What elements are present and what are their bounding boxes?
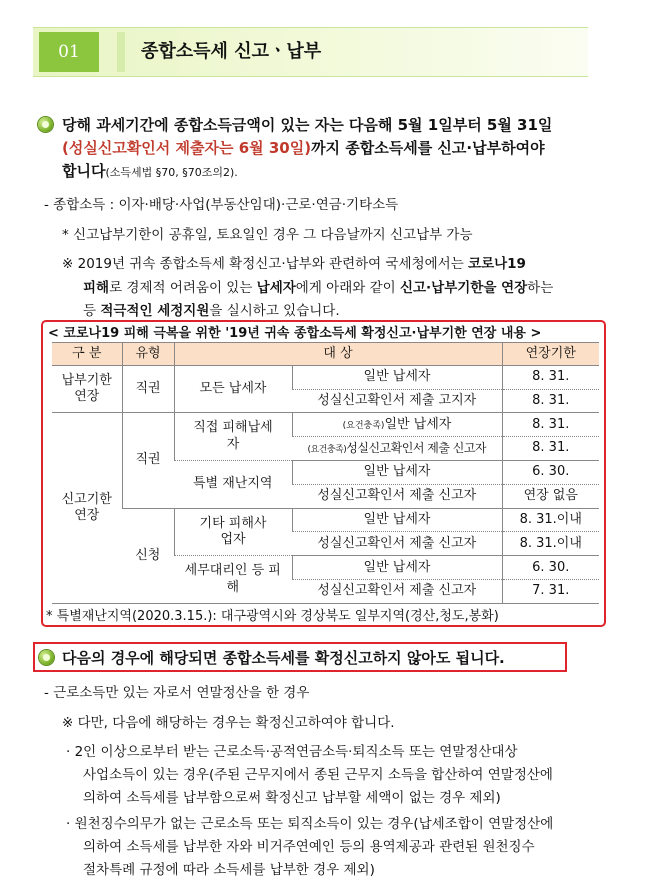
note-bold: 납세자 [256, 280, 296, 296]
note-text: ※ 2019년 귀속 종합소득세 확정신고·납부와 관련하여 국세청에서는 [62, 256, 469, 272]
bullet-icon [39, 650, 54, 665]
deadline-cell: 8. 31. [502, 437, 599, 461]
exception-1-line-2: 사업소득이 있는 경우(주된 근무지에서 종된 근무지 소득을 합산하여 연말정산에 [83, 767, 553, 783]
target-text: 일반 납세자 [384, 416, 452, 432]
section-title: 종합소득세 신고ㆍ납부 [141, 41, 322, 62]
note-text: 등 [83, 303, 101, 319]
deadline-cell: 연장 없음 [502, 484, 599, 508]
exception-1-line-3: 의하여 소득세를 납부함으로써 확정신고 납부할 세액이 없는 경우 제외) [83, 790, 501, 806]
subject-direct: 직접 피해납세자 [174, 413, 292, 461]
section-header [33, 27, 588, 77]
target-cell: 성실신고확인서 제출 신고자 [292, 580, 502, 604]
exemption-title: 다음의 경우에 해당되면 종합소득세를 확정신고하지 않아도 됩니다. [62, 649, 505, 667]
table-row [52, 365, 599, 389]
covid-note-line-3 [83, 299, 340, 319]
note-bold: 적극적인 세정지원 [100, 303, 210, 319]
deadline-cell: 8. 31. [502, 365, 599, 389]
deadline-cell: 8. 31.이내 [502, 508, 599, 532]
category-filing-extension: 신고기한 연장 [52, 413, 122, 604]
intro-line-3-text: 합니다 [62, 162, 106, 180]
subject-all: 모든 납세자 [174, 365, 292, 413]
table-row [52, 413, 599, 437]
note-bold: 코로나19 [468, 256, 526, 272]
type-application: 신청 [122, 508, 174, 603]
deadline-cell: 8. 31. [502, 389, 599, 413]
exception-2-line-3: 절차특례 규정에 따라 소득세를 납부한 경우 제외) [83, 862, 375, 878]
target-cell: 성실신고확인서 제출 신고자 [292, 484, 502, 508]
subject-other: 기타 피해사업자 [174, 508, 292, 556]
covid-note-line-1 [62, 252, 526, 272]
header-type: 유형 [122, 343, 174, 366]
exception-2-line-2: 의하여 소득세를 납부한 자와 비거주연예인 등의 용역제공과 관련된 원천징수 [83, 839, 535, 855]
target-cell: 성실신고확인서 제출 신고자 [292, 532, 502, 556]
header-category: 구 분 [52, 343, 122, 366]
section-number: 01 [39, 32, 99, 72]
target-cell: 성실신고확인서 제출 고지자 [292, 389, 502, 413]
extension-table [52, 342, 599, 604]
target-cell: 일반 납세자 [292, 460, 502, 484]
exception-1-line-1: · 2인 이상으로부터 받는 근로소득·공적연금소득·퇴직소득 또는 연말정산대상 [66, 744, 518, 760]
deadline-cell: 7. 31. [502, 580, 599, 604]
note-text: 하는 [527, 280, 554, 296]
bullet-icon [38, 117, 53, 132]
intro-line-2 [62, 137, 545, 158]
type-ex-officio: 직권 [122, 413, 174, 508]
condition-prefix: (요건충족) [307, 444, 347, 455]
note-bold: 피해 [83, 280, 110, 296]
target-cell: 일반 납세자 [292, 508, 502, 532]
note-text: 을 실시하고 있습니다. [209, 303, 340, 319]
header-deadline: 연장기한 [502, 343, 599, 366]
income-types: - 종합소득 : 이자·배당·사업(부동산임대)·근로·연금·기타소득 [44, 197, 399, 213]
holiday-note: * 신고납부기한이 공휴일, 토요일인 경우 그 다음날까지 신고납부 가능 [62, 227, 473, 243]
target-text: 성실신고확인서 제출 신고자 [346, 440, 487, 455]
table-row [52, 508, 599, 532]
note-text: 에게 아래와 같이 [295, 280, 400, 296]
intro-line-2-rest: 까지 종합소득세를 신고·납부하여야 [311, 139, 545, 157]
covid-note-line-2 [83, 276, 553, 296]
header-divider [117, 32, 125, 72]
target-cell [292, 437, 502, 461]
intro-line-1: 당해 과세기간에 종합소득금액이 있는 자는 다음해 5월 1일부터 5월 31일 [62, 116, 553, 134]
table-caption: < 코로나19 피해 극복을 위한 '19년 귀속 종합소득세 확정신고·납부기한 연장 내용 > [48, 326, 542, 341]
note-bold: 신고·납부기한을 연장 [399, 280, 528, 296]
exception-note: ※ 다만, 다음에 해당하는 경우는 확정신고하여야 합니다. [62, 715, 395, 731]
subject-agent: 세무대리인 등 피해 [174, 556, 292, 604]
exemption-case: - 근로소득만 있는 자로서 연말정산을 한 경우 [44, 685, 310, 701]
target-cell: 일반 납세자 [292, 556, 502, 580]
deadline-cell: 8. 31. [502, 413, 599, 437]
law-reference: (소득세법 §70, §70조의2). [105, 166, 238, 179]
intro-line-3 [62, 160, 238, 181]
subject-special: 특별 재난지역 [174, 460, 292, 508]
intro-deadline-note: (성실신고확인서 제출자는 6월 30일) [62, 139, 312, 157]
deadline-cell: 6. 30. [502, 556, 599, 580]
condition-prefix: (요건충족) [342, 420, 385, 431]
target-cell: 일반 납세자 [292, 365, 502, 389]
header-target: 대 상 [174, 343, 502, 366]
footnote: * 특별재난지역(2020.3.15.): 대구광역시와 경상북도 일부지역(경산,청도,봉화) [46, 609, 499, 624]
category-payment-extension: 납부기한 연장 [52, 365, 122, 413]
note-text: 로 경제적 어려움이 있는 [109, 280, 257, 296]
target-cell [292, 413, 502, 437]
exception-2-line-1: · 원천징수의무가 없는 근로소득 또는 퇴직소득이 있는 경우(납세조합이 연말정산에 [66, 816, 554, 832]
type-ex-officio: 직권 [122, 365, 174, 413]
deadline-cell: 6. 30. [502, 460, 599, 484]
table-header-row [52, 343, 599, 366]
deadline-cell: 8. 31.이내 [502, 532, 599, 556]
